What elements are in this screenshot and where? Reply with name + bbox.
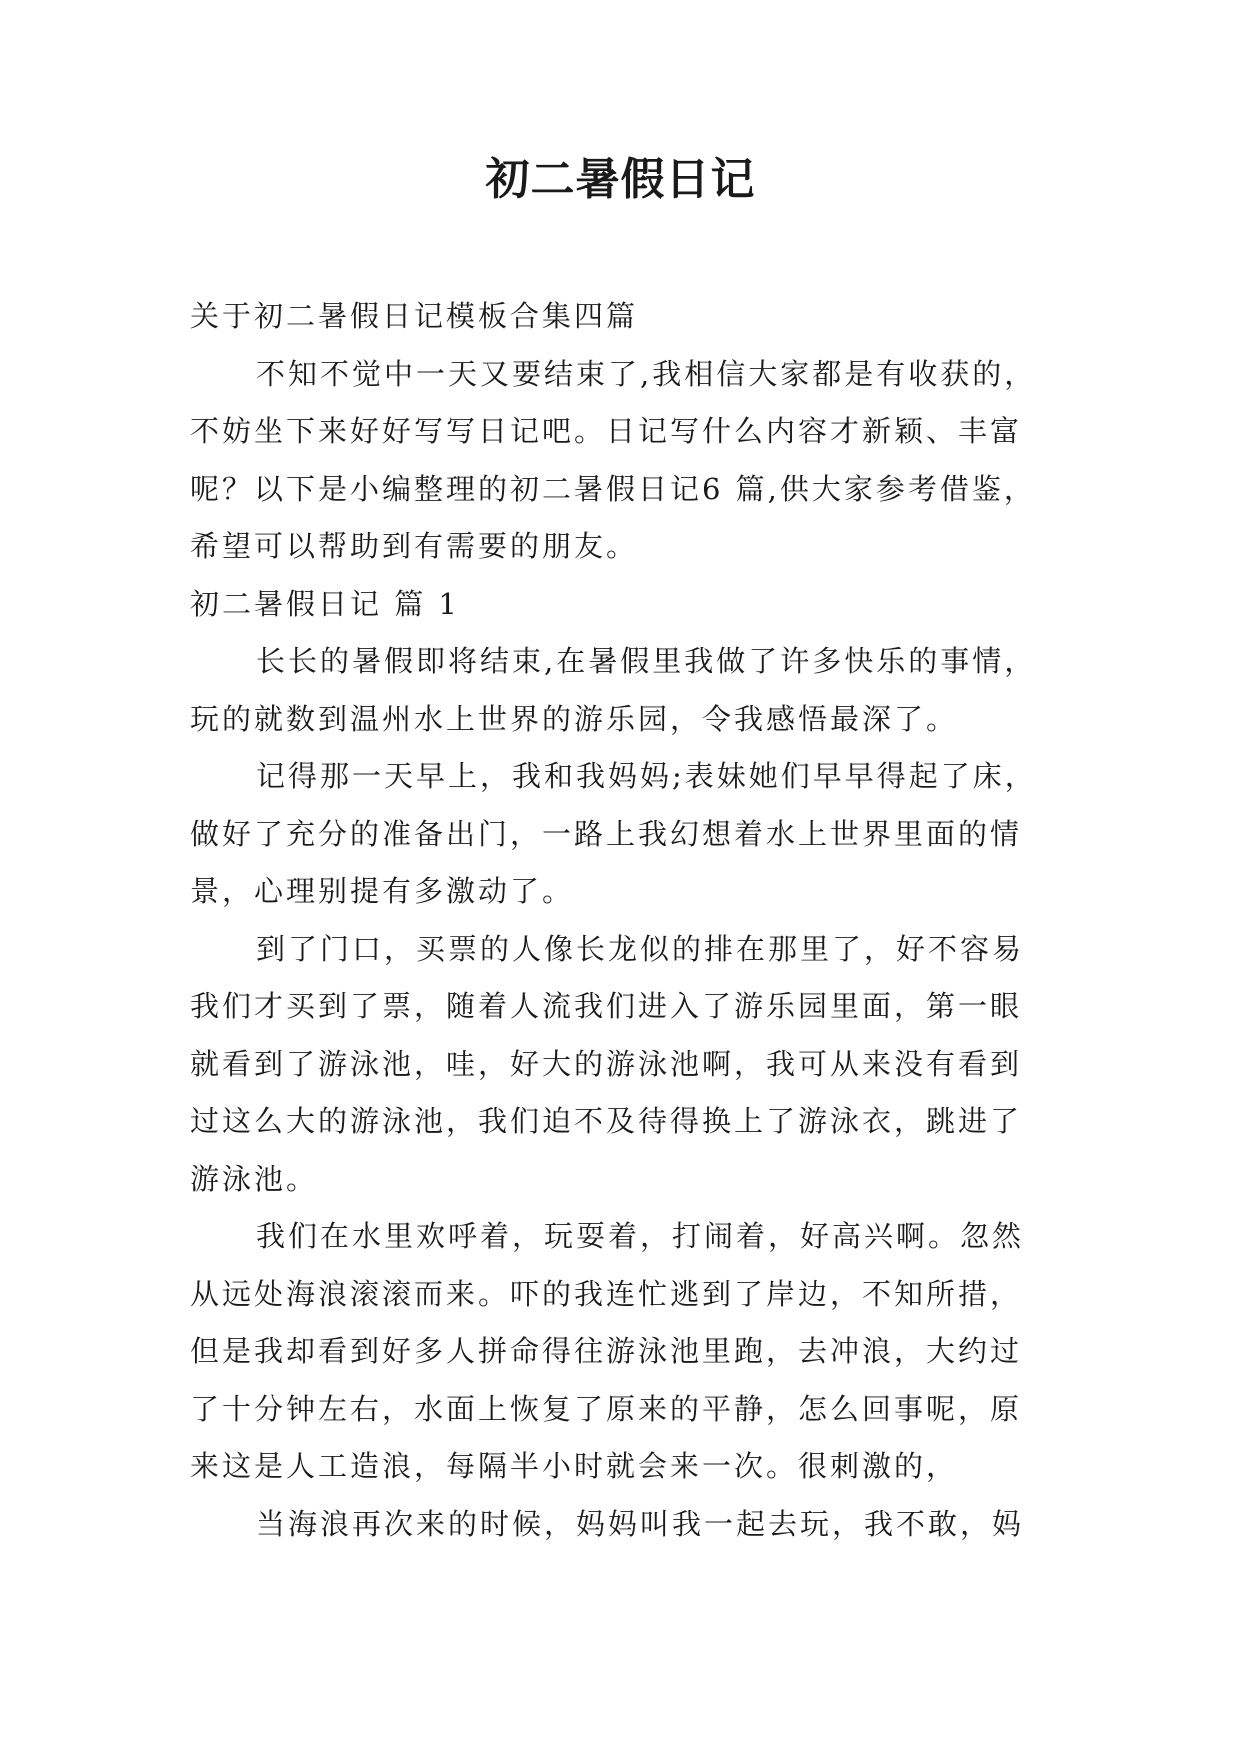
text-line: 当海浪再次来的时候，妈妈叫我一起去玩，我不敢，妈	[256, 1506, 1025, 1541]
text-line: 呢？以下是小编整理的初二暑假日记6 篇,供大家参考借鉴，	[190, 471, 1036, 506]
text-line: 记得那一天早上，我和我妈妈;表妹她们早早得起了床，	[256, 759, 1037, 793]
text-line: 游泳池。	[190, 1161, 319, 1196]
text-line: 玩的就数到温州水上世界的游乐园，令我感悟最深了。	[190, 701, 959, 736]
text-line: 来这是人工造浪，每隔半小时就会来一次。很刺激的，	[190, 1449, 959, 1483]
text-line: 但是我却看到好多人拼命得往游泳池里跑，去冲浪，大约过	[190, 1334, 1023, 1368]
text-line: 我们才买到了票，随着人流我们进入了游乐园里面，第一眼	[190, 989, 1023, 1023]
text-line: 我们在水里欢呼着，玩耍着，打闹着，好高兴啊。忽然	[256, 1219, 1025, 1253]
text-line: 就看到了游泳池，哇，好大的游泳池啊，我可从来没有看到	[190, 1046, 1023, 1081]
text-line: 做好了充分的准备出门，一路上我幻想着水上世界里面的情	[190, 816, 1023, 851]
text-line: 希望可以帮助到有需要的朋友。	[190, 529, 639, 563]
document-body	[190, 288, 1050, 1553]
text-line: 从远处海浪滚滚而来。吓的我连忙逃到了岸边，不知所措，	[190, 1276, 1023, 1311]
text-line: 初二暑假日记 篇 1	[190, 586, 460, 621]
text-line: 到了门口，买票的人像长龙似的排在那里了，好不容易	[256, 931, 1025, 966]
text-line: 过这么大的游泳池，我们迫不及待得换上了游泳衣，跳进了	[190, 1104, 1023, 1138]
document-title: 初二暑假日记	[485, 154, 756, 205]
text-line: 不妨坐下来好好写写日记吧。日记写什么内容才新颖、丰富	[190, 414, 1023, 448]
text-line: 了十分钟左右，水面上恢复了原来的平静，怎么回事呢，原	[190, 1391, 1023, 1426]
text-line: 长长的暑假即将结束,在暑假里我做了许多快乐的事情，	[256, 644, 1037, 678]
text-line: 不知不觉中一天又要结束了,我相信大家都是有收获的，	[256, 356, 1037, 391]
text-line: 景，心理别提有多激动了。	[190, 874, 575, 908]
text-line: 关于初二暑假日记模板合集四篇	[190, 299, 639, 333]
